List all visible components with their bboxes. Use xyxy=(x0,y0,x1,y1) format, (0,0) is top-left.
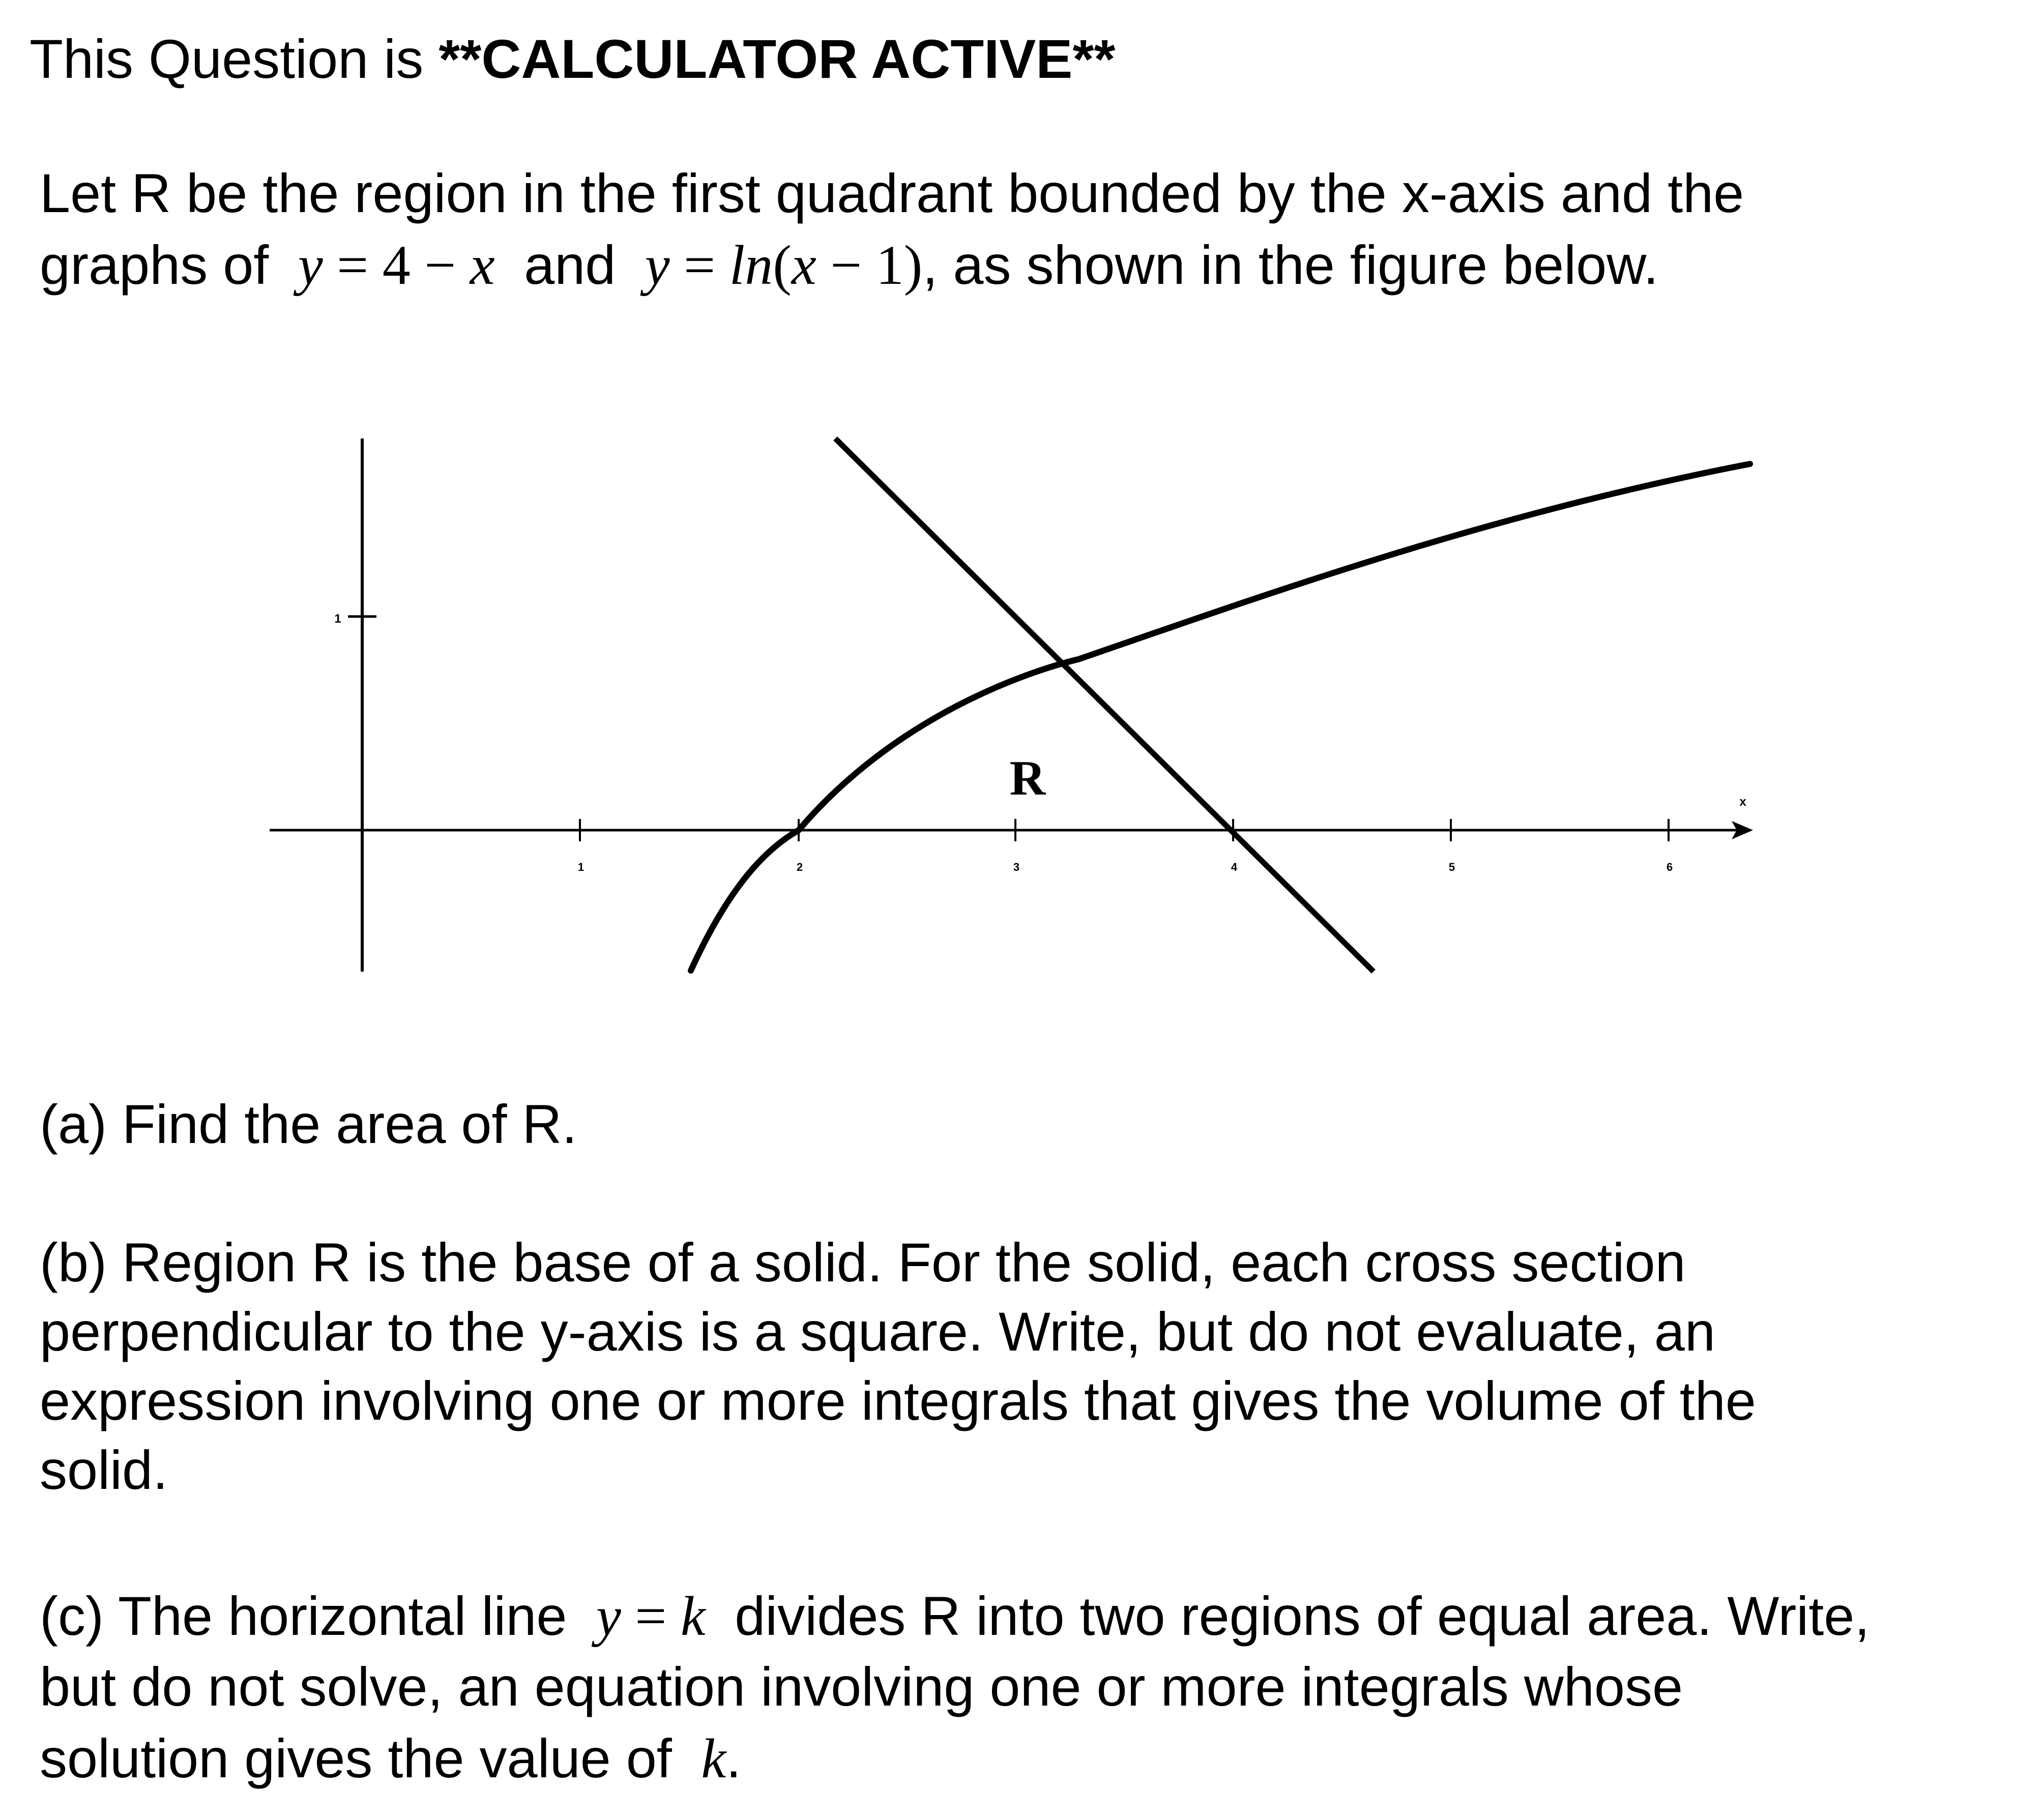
header-emphasis: **CALCULATOR ACTIVE** xyxy=(439,28,1116,90)
region-label: R xyxy=(1009,751,1046,806)
equation-y-equals-k: y = k xyxy=(596,1585,706,1647)
x-tick-label-1: 1 xyxy=(577,861,585,873)
x-tick-label-2: 2 xyxy=(796,861,803,873)
part-b-line-3: expression involving one or more integrals that gives the volume of the xyxy=(40,1370,1756,1431)
part-c-line3-suffix: . xyxy=(726,1727,742,1789)
line-graph xyxy=(835,438,1374,972)
part-b-line-4: solid. xyxy=(40,1439,168,1501)
equation-line: y = 4 − x xyxy=(298,234,495,296)
x-axis-label: x xyxy=(1739,795,1746,809)
log-curve xyxy=(691,464,1750,971)
equation-log: y = ln(x − 1) xyxy=(645,234,923,296)
part-b-line-1: (b) Region R is the base of a solid. For the solid, each cross section xyxy=(40,1231,1686,1293)
intro-connector: and xyxy=(524,234,616,296)
part-b-line-2: perpendicular to the y-axis is a square. Write, but do not evaluate, an xyxy=(40,1301,1715,1362)
intro-line2-suffix: , as shown in the figure below. xyxy=(922,234,1659,296)
part-c-line3-prefix: solution gives the value of xyxy=(40,1727,672,1789)
part-a-text: (a) Find the area of R. xyxy=(40,1093,577,1155)
x-tick-label-4: 4 xyxy=(1231,861,1238,873)
part-c-line-3 xyxy=(40,1727,742,1790)
part-c-line1-suffix: divides R into two regions of equal area. Write, xyxy=(735,1585,1870,1647)
x-tick-label-6: 6 xyxy=(1666,861,1673,873)
x-tick-label-5: 5 xyxy=(1448,861,1455,873)
x-tick-label-3: 3 xyxy=(1013,861,1020,873)
intro-line-1: Let R be the region in the first quadrant bounded by the x-axis and the xyxy=(40,162,1744,224)
header-prefix: This Question is xyxy=(30,28,439,90)
variable-k: k xyxy=(701,1727,726,1790)
x-tick-labels xyxy=(578,861,1673,873)
intro-line2-prefix: graphs of xyxy=(40,234,269,296)
part-c-line-2: but do not solve, an equation involving one or more integrals whose xyxy=(40,1656,1683,1717)
part-c-line1-prefix: (c) The horizontal line xyxy=(40,1585,567,1647)
y-tick-label: 1 xyxy=(334,612,341,626)
part-c-line-1 xyxy=(40,1585,1870,1647)
